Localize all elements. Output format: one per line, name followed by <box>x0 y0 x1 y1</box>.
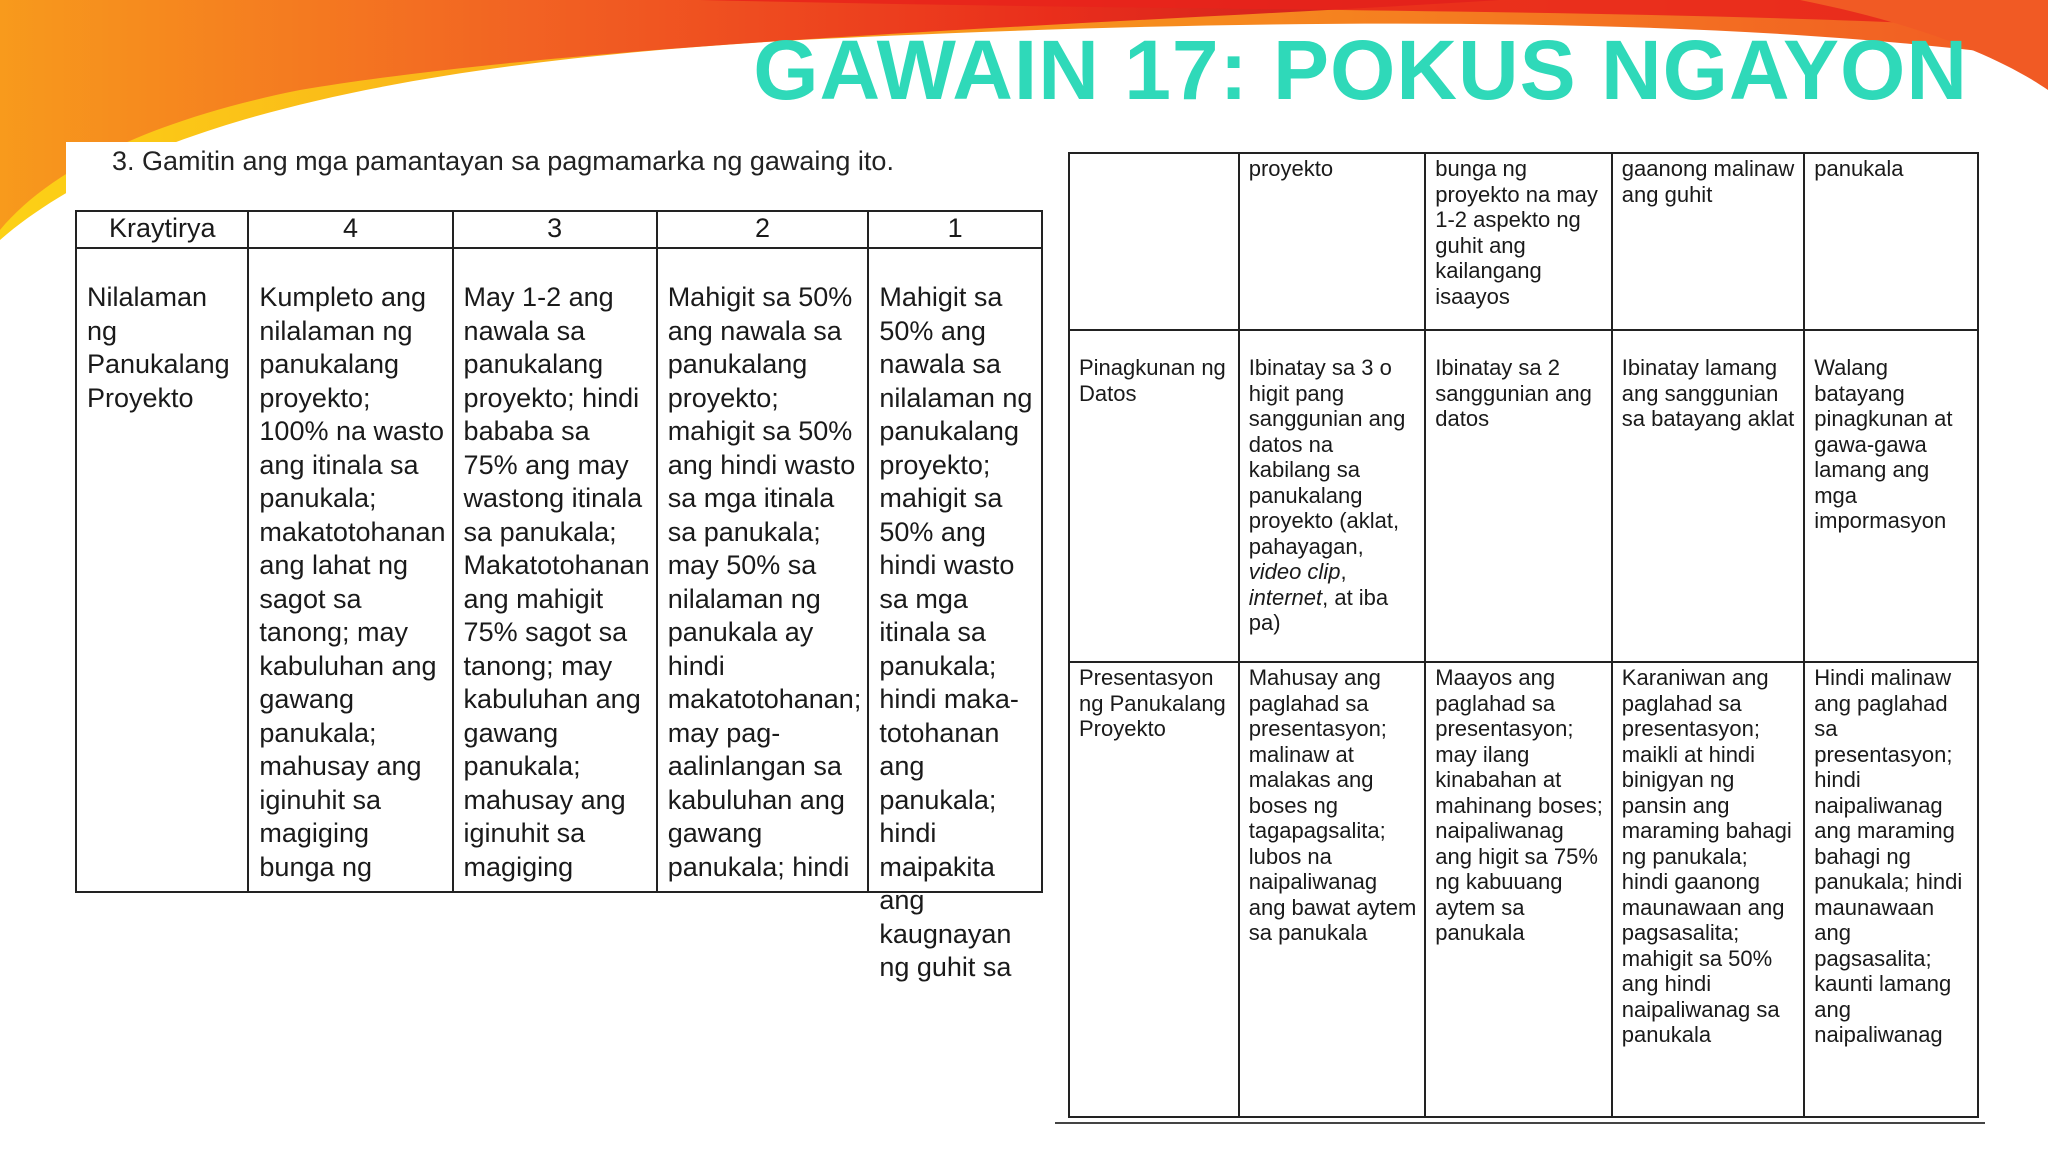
slide-title: GAWAIN 17: POKUS NGAYON <box>753 23 1968 117</box>
header-score-1: 1 <box>868 211 1042 248</box>
score-4-cell: Kumpleto ang nilalaman ng panukalang proyekto; 100% na wasto ang itinala sa panukala; makatotohanan ang lahat ng sagot sa tanong; may kabuluhan ang gawang panukala; mahusay ang iginuhit sa magiging bunga ng <box>248 248 452 892</box>
table-row <box>1069 330 1978 662</box>
score-2-cell: Karaniwan ang paglahad sa presentasyon; maikli at hindi binigyan ng pansin ang maraming bahagi ng panukala; hindi gaanong maunawaan ang pagsasalita; mahigit sa 50% ang hindi naipaliwanag sa panukala <box>1612 662 1804 1117</box>
criterion-cell: Pinagkunan ng Datos <box>1069 330 1239 662</box>
score-3-cell: bunga ng proyekto na may 1-2 aspekto ng guhit ang kailangang isaayos <box>1425 153 1612 330</box>
header-score-2: 2 <box>657 211 869 248</box>
rubric-table-right <box>1068 152 1979 1118</box>
table-row <box>1069 662 1978 1117</box>
score-3-cell: Maayos ang paglahad sa presentasyon; may ilang kinabahan at mahinang boses; naipaliwanag ang higit sa 75% ng kabuuang aytem sa panukala <box>1425 662 1612 1117</box>
table-row <box>76 248 1042 892</box>
rubric-table-left <box>75 210 1043 982</box>
score-1-cell: Walang batayang pinagkunan at gawa-gawa lamang ang mga impormasyon <box>1804 330 1978 662</box>
table-row <box>1069 153 1978 330</box>
score-2-cell: Ibinatay lamang ang sanggunian sa batayang aklat <box>1612 330 1804 662</box>
score-2-cell: Mahigit sa 50% ang nawala sa panukalang proyekto; mahigit sa 50% ang hindi wasto sa mga itinala sa panukala; may 50% sa nilalaman ng panukala ay hindi makatotohanan; may pag-aalinlangan sa kabuluhan ang gawang panukala; hindi <box>657 248 869 892</box>
score-2-cell: gaanong malinaw ang guhit <box>1612 153 1804 330</box>
header-score-3: 3 <box>453 211 657 248</box>
bottom-divider <box>1055 1122 1985 1124</box>
score-4-cell: Ibinatay sa 3 o higit pang sanggunian ang datos na kabilang sa panukalang proyekto (aklat, pahayagan, video clip, internet, at iba pa) <box>1239 330 1426 662</box>
table-header-row <box>76 211 1042 248</box>
criterion-cell: Presentasyon ng Panukalang Proyekto <box>1069 662 1239 1117</box>
header-score-4: 4 <box>248 211 452 248</box>
left-rubric-panel <box>66 142 1054 982</box>
criterion-cell <box>1069 153 1239 330</box>
header-kraytirya: Kraytirya <box>76 211 248 248</box>
instruction-text: 3. Gamitin ang mga pamantayan sa pagmamarka ng gawaing ito. <box>112 146 894 176</box>
score-1-cell: Hindi malinaw ang paglahad sa presentasyon; hindi naipaliwanag ang maraming bahagi ng panukala; hindi maunawaan ang pagsasalita; kaunti lamang ang naipaliwanag <box>1804 662 1978 1117</box>
score-3-cell: May 1-2 ang nawala sa panukalang proyekto; hindi bababa sa 75% ang may wastong itinala sa panukala; Makatotohanan ang mahigit 75% sagot sa tanong; may kabuluhan ang gawang panukala; mahusay ang iginuhit sa magiging <box>453 248 657 892</box>
score-1-cell: panukala <box>1804 153 1978 330</box>
score-4-cell: proyekto <box>1239 153 1426 330</box>
score-1-cell: Mahigit sa 50% ang nawala sa nilalaman ng panukalang proyekto; mahigit sa 50% ang hindi wasto sa mga itinala sa panukala; hindi maka-totohanan ang panukala; hindi maipakita ang kaugnayan ng guhit sa <box>868 248 1042 892</box>
criterion-cell: Nilalaman ng Panukalang Proyekto <box>76 248 248 892</box>
score-4-cell: Mahusay ang paglahad sa presentasyon; malinaw at malakas ang boses ng tagapagsalita; lubos na naipaliwanag ang bawat aytem sa panukala <box>1239 662 1426 1117</box>
score-3-cell: Ibinatay sa 2 sanggunian ang datos <box>1425 330 1612 662</box>
